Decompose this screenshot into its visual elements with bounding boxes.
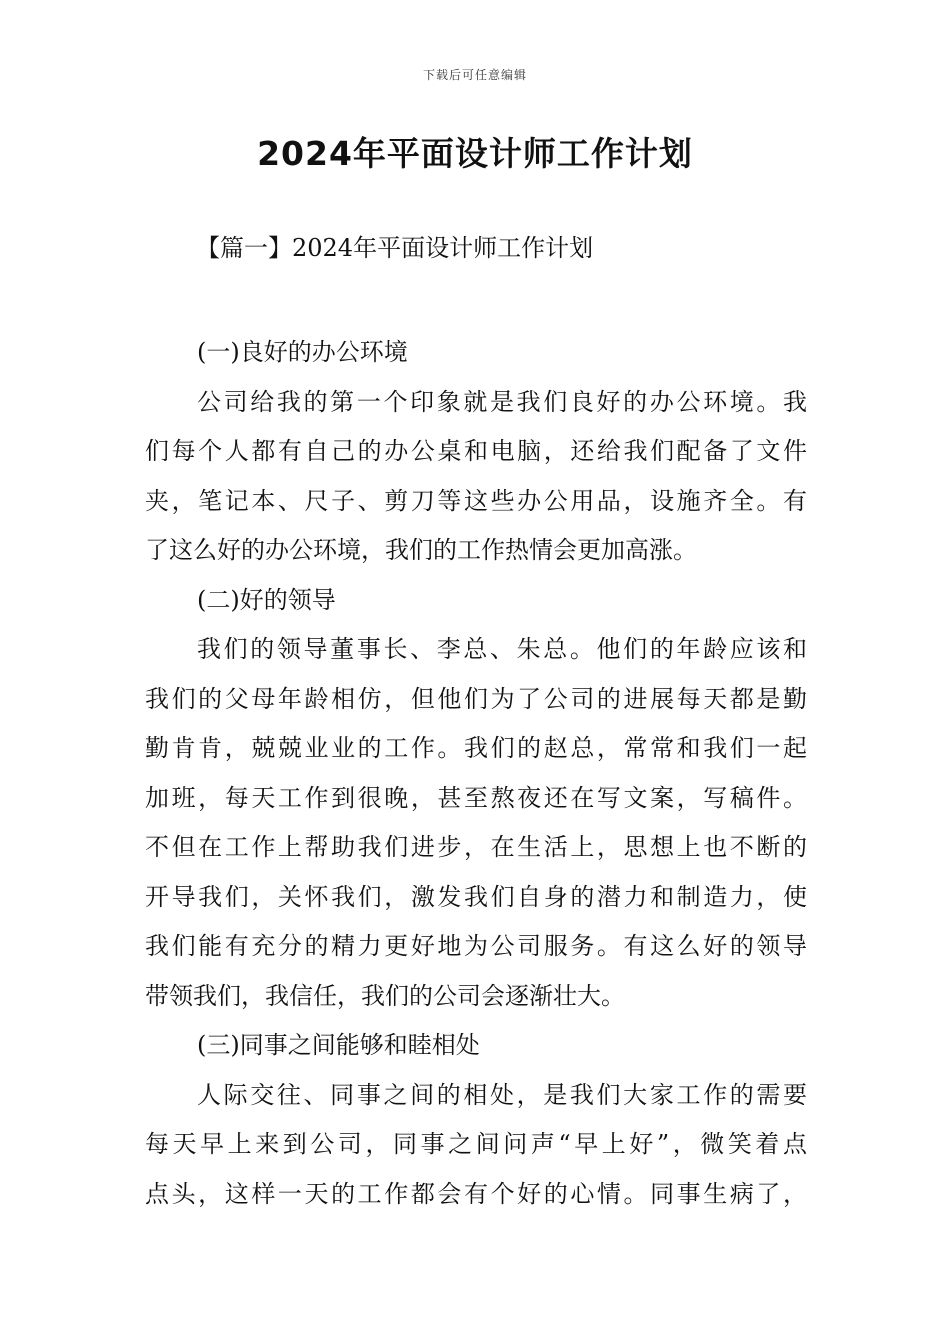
text-line: 开导我们，关怀我们，激发我们自身的潜力和制造力，使 bbox=[145, 882, 807, 911]
text-line: 夹，笔记本、尺子、剪刀等这些办公用品，设施齐全。有 bbox=[145, 486, 807, 515]
text-line: 我们的领导董事长、李总、朱总。他们的年龄应该和 bbox=[197, 635, 807, 663]
text-line: 我们能有充分的精力更好地为公司服务。有这么好的领导 bbox=[145, 932, 807, 960]
text-line: 不但在工作上帮助我们进步，在生活上，思想上也不断的 bbox=[145, 833, 807, 861]
text-line: (一)良好的办公环境 bbox=[197, 338, 408, 366]
text-line: 我们的父母年龄相仿，但他们为了公司的进展每天都是勤 bbox=[145, 684, 807, 713]
text-line: (三)同事之间能够和睦相处 bbox=[197, 1031, 480, 1059]
text-line: 点头，这样一天的工作都会有个好的心情。同事生病了， bbox=[145, 1179, 807, 1208]
text-line: 们每个人都有自己的办公桌和电脑，还给我们配备了文件 bbox=[145, 437, 807, 465]
text-line: 公司给我的第一个印象就是我们良好的办公环境。我 bbox=[197, 387, 807, 416]
text-line: 了这么好的办公环境，我们的工作热情会更加高涨。 bbox=[145, 536, 697, 564]
text-line: 人际交往、同事之间的相处，是我们大家工作的需要 bbox=[197, 1080, 807, 1109]
document-body bbox=[145, 328, 807, 1219]
header-note: 下载后可任意编辑 bbox=[422, 68, 527, 82]
text-line: 勤肯肯，兢兢业业的工作。我们的赵总，常常和我们一起 bbox=[145, 734, 807, 762]
document-title: 2024年平面设计师工作计划 bbox=[257, 134, 693, 173]
text-line: 加班，每天工作到很晚，甚至熬夜还在写文案，写稿件。 bbox=[145, 783, 807, 812]
text-line: 每天早上来到公司，同事之间问声“早上好”，微笑着点 bbox=[145, 1130, 807, 1158]
section-heading: 【篇一】2024年平面设计师工作计划 bbox=[196, 234, 594, 262]
text-line: 带领我们，我信任，我们的公司会逐渐壮大。 bbox=[145, 981, 625, 1010]
text-line: (二)好的领导 bbox=[197, 585, 336, 614]
